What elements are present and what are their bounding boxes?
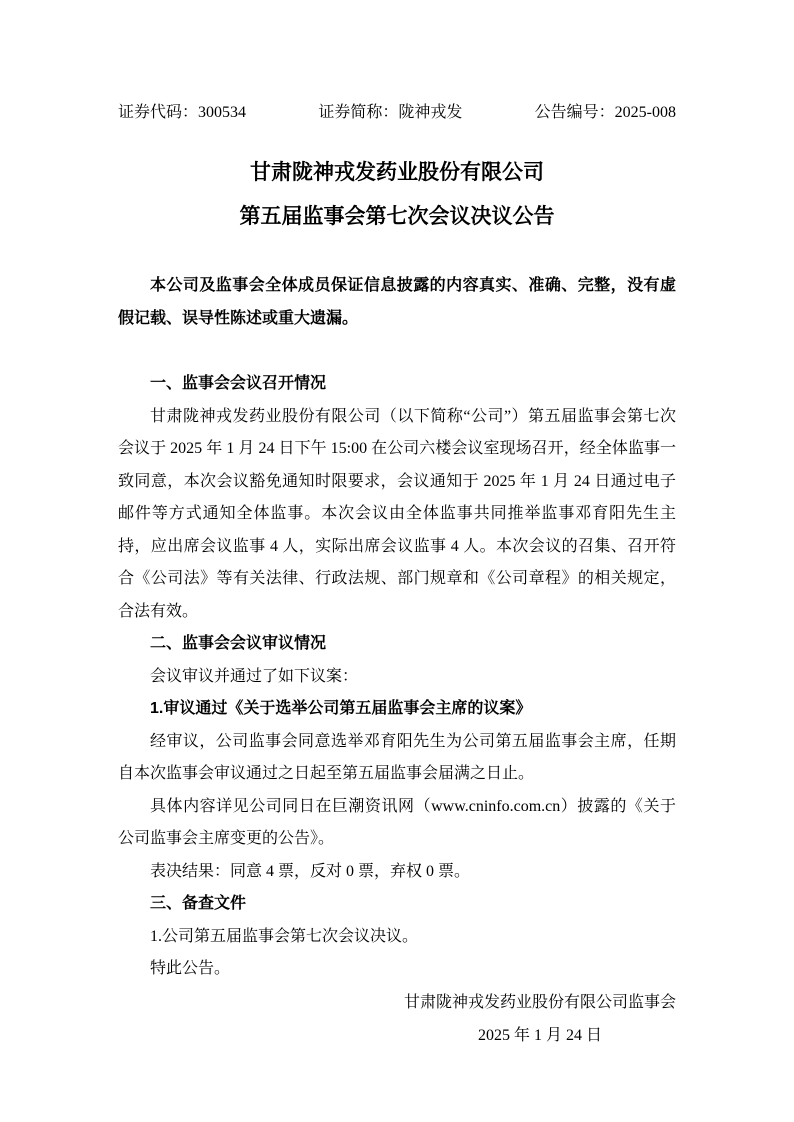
signature-company: 甘肃陇神戎发药业股份有限公司监事会 [403, 993, 676, 1011]
document-body [118, 368, 676, 986]
vote-result: 表决结果：同意 4 票，反对 0 票，弃权 0 票。 [150, 862, 471, 880]
document-title [118, 151, 676, 239]
meeting-title: 第五届监事会第七次会议决议公告 [239, 205, 555, 228]
section-2-item-1-heading: 1.审议通过《关于选举公司第五届监事会主席的议案》 [150, 700, 532, 717]
section-2-intro: 会议审议并通过了如下议案： [150, 667, 359, 685]
signature-block [118, 986, 676, 1052]
signature-date: 2025 年 1 月 24 日 [477, 1026, 602, 1044]
section-2-item-1-paragraph-1: 经审议，公司监事会同意选举邓育阳先生为公司第五届监事会主席，任期自本次监事会审议通过之日起至第五届监事会届满之日止。 [118, 732, 676, 782]
document-header [118, 103, 676, 123]
company-name-title: 甘肃陇神戎发药业股份有限公司 [250, 161, 544, 184]
closing-line: 特此公告。 [150, 960, 231, 977]
section-2-heading: 二、监事会会议审议情况 [150, 635, 327, 652]
disclosure-statement: 本公司及监事会全体成员保证信息披露的内容真实、准确、完整，没有虚假记载、误导性陈述或重大遗漏。 [118, 277, 676, 327]
section-3-item-1: 1.公司第五届监事会第七次会议决议。 [150, 927, 419, 945]
section-3-heading: 三、备查文件 [150, 895, 247, 912]
stock-name: 证券简称：陇神戎发 [318, 104, 463, 121]
section-1-paragraph: 甘肃陇神戎发药业股份有限公司（以下简称“公司”）第五届监事会第七次会议于 2025 年 1 月 24 日下午 15:00 在公司六楼会议室现场召开，经全体监事一致同意，本次会议豁免通知时限要求，会议通知于 2025 年 1 月 24 日通过电子邮件等方式通知全体监事。本次会议由全体监事共同推举监事邓育阳先生主持，应出席会议监事 4 人，实际出席会议监事 4 人。本次会议的召集、召开符合《公司法》等有关法律、行政法规、部门规章和《公司章程》的相关规定，合法有效。 [118, 407, 676, 620]
signature-inner [404, 986, 676, 1052]
section-2-item-1-paragraph-2: 具体内容详见公司同日在巨潮资讯网（www.cninfo.com.cn）披露的《关于公司监事会主席变更的公告》。 [118, 797, 676, 847]
announcement-number: 公告编号：2025-008 [534, 104, 676, 121]
stock-code: 证券代码：300534 [118, 104, 247, 121]
section-1-heading: 一、监事会会议召开情况 [150, 375, 327, 392]
